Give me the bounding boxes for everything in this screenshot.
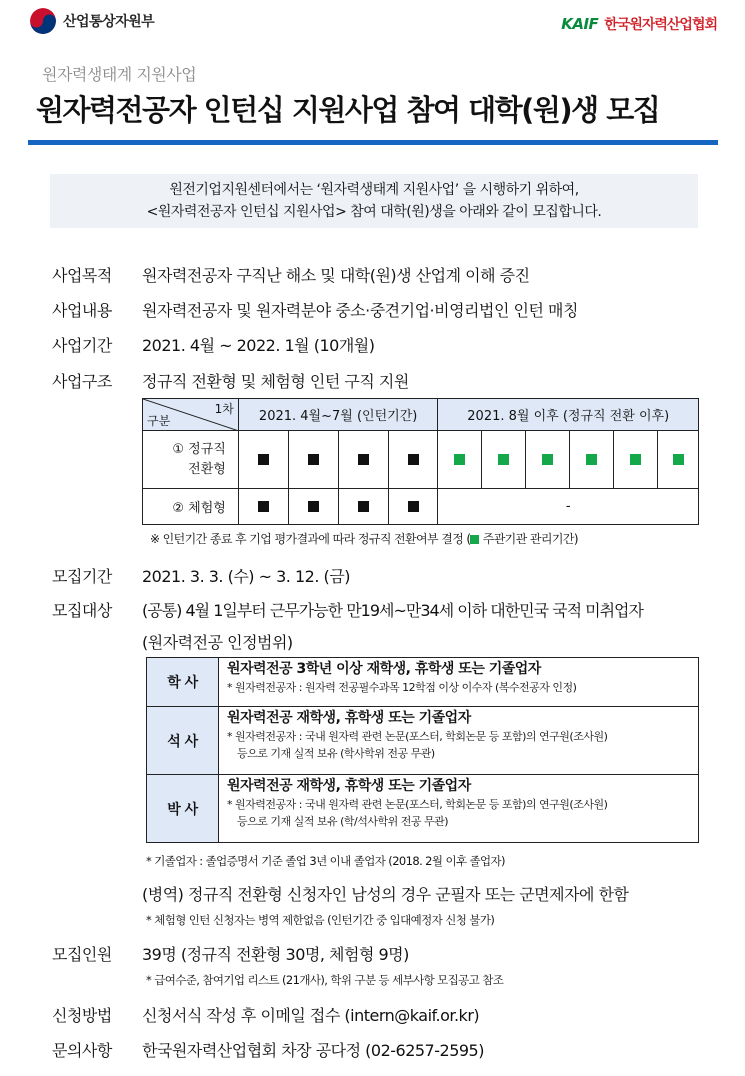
apply-label: 신청방법 xyxy=(52,1006,112,1025)
intro-box xyxy=(50,174,698,228)
contact-value: 한국원자력산업협회 차장 공다정 (02-6257-2595) xyxy=(142,1041,484,1060)
row-experience-label: ② 체험형 xyxy=(143,489,239,525)
range-title: (원자력전공 인정범위) xyxy=(142,633,293,652)
degree-bachelor: 학 사 xyxy=(147,658,219,707)
purpose-value: 원자력전공자 구직난 해소 및 대학(원)생 산업계 이해 증진 xyxy=(142,266,530,285)
green-square-icon xyxy=(673,454,684,465)
corner-bottom-label: 구분 xyxy=(147,414,171,428)
recruit-target-label: 모집대상 xyxy=(52,601,112,620)
degree-master: 석 사 xyxy=(147,707,219,775)
apply-value: 신청서식 작성 후 이메일 접수 (intern@kaif.or.kr) xyxy=(142,1006,480,1025)
black-square-icon xyxy=(308,454,319,465)
degree-doctor: 박 사 xyxy=(147,775,219,843)
black-square-icon xyxy=(308,501,319,512)
cell-r2-dash: - xyxy=(438,489,699,525)
green-square-icon xyxy=(454,454,465,465)
contact-label: 문의사항 xyxy=(52,1041,112,1060)
bachelor-main: 원자력전공 3학년 이상 재학생, 휴학생 또는 기졸업자 xyxy=(227,661,541,677)
cell-r1-c9 xyxy=(614,431,658,489)
range-row-doctor xyxy=(147,775,699,843)
page-title: 원자력전공자 인턴십 지원사업 참여 대학(원)생 모집 xyxy=(36,93,660,127)
military-note: * 체험형 인턴 신청자는 병역 제한없음 (인턴기간 중 입대예정자 신청 불가) xyxy=(146,913,495,927)
cell-r2-c4 xyxy=(388,489,438,525)
ministry-logo xyxy=(30,8,154,34)
period-value: 2021. 4월 ~ 2022. 1월 (10개월) xyxy=(142,336,375,355)
graduate-note: * 기졸업자 : 졸업증명서 기준 졸업 3년 이내 졸업자 (2018. 2월 이후 졸업자) xyxy=(146,854,505,868)
black-square-icon xyxy=(258,454,269,465)
headcount-note: * 급여수준, 참여기업 리스트 (21개사), 학위 구분 등 세부사항 모집공고 참조 xyxy=(146,973,504,987)
recruit-target-value: (공통) 4월 1일부터 근무가능한 만19세~만34세 이하 대한민국 국적 미취업자 xyxy=(142,601,643,620)
black-square-icon xyxy=(358,501,369,512)
cell-r2-c2 xyxy=(288,489,338,525)
purpose-label: 사업목적 xyxy=(52,266,112,285)
doctor-main: 원자력전공 재학생, 휴학생 또는 기졸업자 xyxy=(227,778,471,794)
corner-cell xyxy=(143,399,239,431)
structure-note-text: ※ 인턴기간 종료 후 기업 평가결과에 따라 정규직 전환여부 결정 ( xyxy=(150,532,471,546)
range-row-bachelor xyxy=(147,658,699,707)
intro-line-1: 원전기업지원센터에서는 ‘원자력생태계 지원사업’ 을 시행하기 위하여, xyxy=(169,182,579,198)
period-label: 사업기간 xyxy=(52,336,112,355)
bachelor-note: * 원자력전공자 : 원자력 전공필수과목 12학점 이상 이수자 (복수전공자 인정) xyxy=(227,681,577,694)
corner-top-label: 1차 xyxy=(214,402,234,416)
col-after-conversion: 2021. 8월 이후 (정규직 전환 이후) xyxy=(438,399,699,431)
green-square-icon xyxy=(586,454,597,465)
structure-value: 정규직 전환형 및 체험형 인턴 구직 지원 xyxy=(142,372,409,391)
structure-note-legend: 주관기관 관리기간) xyxy=(479,532,578,546)
master-note-2: 등으로 기재 실적 보유 (학사학위 전공 무관) xyxy=(237,747,435,760)
ministry-name: 산업통상자원부 xyxy=(63,14,155,30)
kaif-name: 한국원자력산업협회 xyxy=(604,17,717,33)
black-square-icon xyxy=(408,454,419,465)
cell-r1-c3 xyxy=(338,431,388,489)
cell-r1-c10 xyxy=(658,431,699,489)
kicker: 원자력생태계 지원사업 xyxy=(42,65,197,84)
cell-r1-c8 xyxy=(570,431,614,489)
intro-line-2: <원자력전공자 인턴십 지원사업> 참여 대학(원)생을 아래와 같이 모집합니다. xyxy=(146,204,602,220)
range-row-master xyxy=(147,707,699,775)
doctor-note-2: 등으로 기재 실적 보유 (학/석사학위 전공 무관) xyxy=(237,815,449,828)
recruit-period-label: 모집기간 xyxy=(52,567,112,586)
content-label: 사업내용 xyxy=(52,301,112,320)
military-line: (병역) 정규직 전환형 신청자인 남성의 경우 군필자 또는 군면제자에 한함 xyxy=(142,885,629,904)
recruit-period-value: 2021. 3. 3. (수) ~ 3. 12. (금) xyxy=(142,567,350,586)
green-square-icon xyxy=(542,454,553,465)
green-square-icon xyxy=(498,454,509,465)
cell-r1-c1 xyxy=(238,431,288,489)
black-square-icon xyxy=(408,501,419,512)
cell-r1-c2 xyxy=(288,431,338,489)
structure-note xyxy=(150,530,578,547)
row-regular-label-b: 전환형 xyxy=(188,461,226,477)
headcount-label: 모집인원 xyxy=(52,945,112,964)
cell-r1-c4 xyxy=(388,431,438,489)
master-main: 원자력전공 재학생, 휴학생 또는 기졸업자 xyxy=(227,710,471,726)
cell-r1-c7 xyxy=(526,431,570,489)
kaif-mark: KAIF xyxy=(561,15,599,33)
row-regular-label xyxy=(143,431,239,489)
row-regular-label-a: ① 정규직 xyxy=(172,441,226,457)
structure-table xyxy=(142,398,699,525)
master-note-1: * 원자력전공자 : 국내 원자력 관련 논문(포스터, 학회논문 등 포함)의 연구원(조사원) xyxy=(227,730,608,743)
green-square-icon xyxy=(630,454,641,465)
cell-r2-c3 xyxy=(338,489,388,525)
content-value: 원자력전공자 및 원자력분야 중소·중견기업·비영리법인 인턴 매칭 xyxy=(142,301,578,320)
top-header xyxy=(0,0,745,50)
kaif-logo xyxy=(561,14,717,34)
structure-label: 사업구조 xyxy=(52,372,112,391)
title-rule xyxy=(28,140,718,145)
doctor-note-1: * 원자력전공자 : 국내 원자력 관련 논문(포스터, 학회논문 등 포함)의 연구원(조사원) xyxy=(227,798,608,811)
cell-r2-c1 xyxy=(238,489,288,525)
taeguk-emblem-icon xyxy=(30,8,56,34)
black-square-icon xyxy=(258,501,269,512)
cell-r1-c5 xyxy=(438,431,482,489)
cell-r1-c6 xyxy=(482,431,526,489)
black-square-icon xyxy=(358,454,369,465)
range-table xyxy=(146,657,699,843)
headcount-value: 39명 (정규직 전환형 30명, 체험형 9명) xyxy=(142,945,409,964)
col-intern-period: 2021. 4월~7월 (인턴기간) xyxy=(238,399,438,431)
